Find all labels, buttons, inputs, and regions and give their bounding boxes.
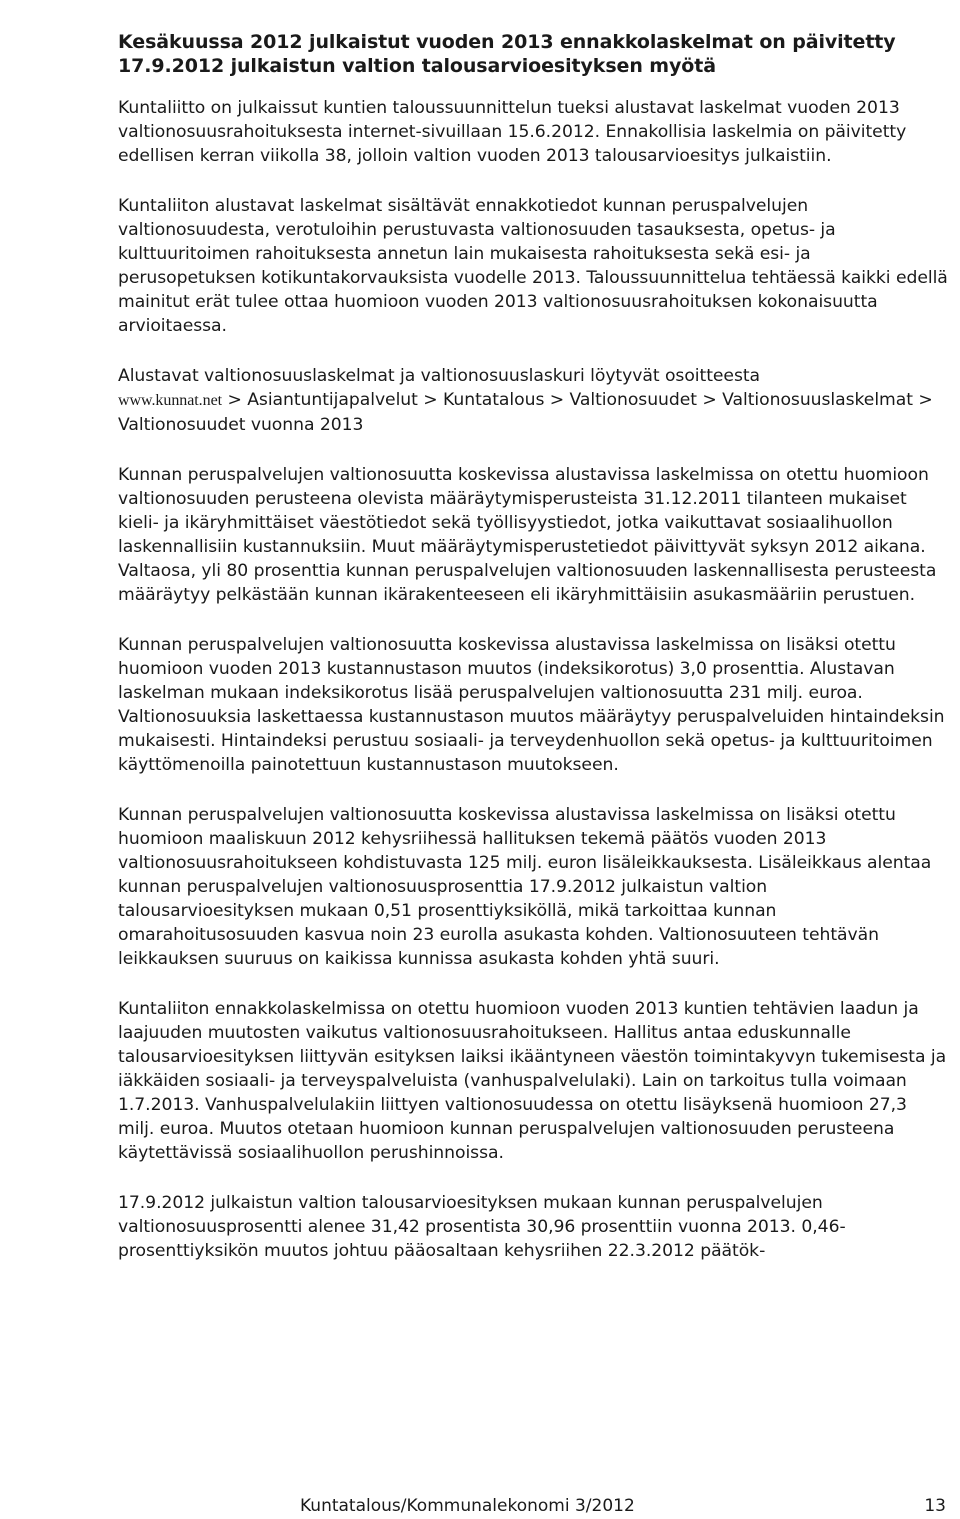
- paragraph-link-location: [118, 364, 948, 437]
- kunnat-net-link[interactable]: www.kunnat.net: [118, 392, 223, 409]
- document-page: [118, 30, 948, 1289]
- link-intro-text: Alustavat valtionosuuslaskelmat ja valtionosuuslaskuri löytyvät osoitteesta: [118, 366, 761, 386]
- paragraph-contents: Kuntaliiton alustavat laskelmat sisältävät ennakkotiedot kunnan peruspalvelujen valtionosuudesta, verotuloihin perustuvasta valtionosuuden tasauksesta, opetus- ja kulttuuritoimen rahoituksesta annetun lain mukaisesta rahoituksesta sekä esi- ja perusopetuksen kotikuntakorvauksista vuodelle 2013. Taloussuunnittelua tehtäessä kaikki edellä mainitut erät tulee ottaa huomioon vuoden 2013 valtionosuusrahoituksen kokonaisuutta arvioitaessa.: [118, 196, 948, 336]
- footer-publication: Kuntatalous/Kommunalekonomi 3/2012: [300, 1496, 635, 1516]
- paragraph-percentage-change: 17.9.2012 julkaistun valtion talousarvioesityksen mukaan kunnan peruspalvelujen valtionosuusprosentti alenee 31,42 prosentista 30,96 prosenttiin vuonna 2013. 0,46-prosenttiyksikön muutos johtuu pääosaltaan kehysriihen 22.3.2012 päätök-: [118, 1193, 846, 1261]
- paragraph-index-increase: Kunnan peruspalvelujen valtionosuutta koskevissa alustavissa laskelmissa on lisäksi otettu huomioon vuoden 2013 kustannustason muutos (indeksikorotus) 3,0 prosenttia. Alustavan laskelman mukaan indeksikorotus lisää peruspalvelujen valtionosuutta 231 milj. euroa. Valtionosuuksia laskettaessa kustannustason muutos määräytyy peruspalveluiden hintaindeksin mukaisesti. Hintaindeksi perustuu sosiaali- ja terveydenhuollon sekä opetus- ja kulttuuritoimen käyttömenoilla painotettuun kustannustason muutokseen.: [118, 635, 945, 775]
- paragraph-elderly-services: Kuntaliiton ennakkolaskelmissa on otettu huomioon vuoden 2013 kuntien tehtävien laadun ja laajuuden muutosten vaikutus valtionosuusrahoitukseen. Hallitus antaa eduskunnalle talousarvioesityksen liittyvän esityksen laiksi ikääntyneen väestön toimintakyvyn tukemisesta ja iäkkäiden sosiaali- ja terveyspalveluista (vanhuspalvelulaki). Lain on tarkoitus tulla voimaan 1.7.2013. Vanhuspalvelulakiin liittyen valtionosuudessa on otettu lisäyksenä huomioon 27,3 milj. euroa. Muutos otetaan huomioon kunnan peruspalvelujen valtionosuuden perusteena käytettävissä sosiaalihuollon perushinnoissa.: [118, 999, 947, 1163]
- footer-page-number: 13: [924, 1496, 946, 1516]
- paragraph-cut: Kunnan peruspalvelujen valtionosuutta koskevissa alustavissa laskelmissa on lisäksi otettu huomioon maaliskuun 2012 kehysriihessä hallituksen tekemä päätös vuoden 2013 valtionosuusrahoitukseen kohdistuvasta 125 milj. euron lisäleikkauksesta. Lisäleikkaus alentaa kunnan peruspalvelujen valtionosuusprosenttia 17.9.2012 julkaistun valtion talousarvioesityksen mukaan 0,51 prosenttiyksiköllä, mikä tarkoittaa kunnan omarahoitusosuuden kasvua noin 23 eurolla asukasta kohden. Valtionosuuteen tehtävän leikkauksen suuruus on kaikissa kunnissa asukasta kohden yhtä suuri.: [118, 805, 932, 969]
- paragraph-intro: Kuntaliitto on julkaissut kuntien taloussuunnittelun tueksi alustavat laskelmat vuoden 2013 valtionosuusrahoituksesta internet-sivuillaan 15.6.2012. Ennakollisia laskelmia on päivitetty edellisen kerran viikolla 38, jolloin valtion vuoden 2013 talousarvioesitys julkaistiin.: [118, 98, 907, 166]
- link-breadcrumb-path: > Asiantuntijapalvelut > Kuntatalous > Valtionosuudet > Valtionosuuslaskelmat > Valtionosuudet vuonna 2013: [118, 390, 933, 435]
- paragraph-determinants: Kunnan peruspalvelujen valtionosuutta koskevissa alustavissa laskelmissa on otettu huomioon valtionosuuden perusteena olevista määräytymisperusteista 31.12.2011 tilanteen mukaiset kieli- ja ikäryhmittäiset väestötiedot sekä työllisyystiedot, jotka vaikuttavat sosiaalihuollon laskennallisiin kustannuksiin. Muut määräytymisperustetiedot päivittyvät syksyn 2012 aikana. Valtaosa, yli 80 prosenttia kunnan peruspalvelujen valtionosuuden laskennallisesta perusteesta määräytyy pelkästään kunnan ikärakenteeseen eli ikäryhmittäisiin asukasmääriin perustuen.: [118, 465, 937, 605]
- page-title: Kesäkuussa 2012 julkaistut vuoden 2013 ennakkolaskelmat on päivitetty 17.9.2012 julkaistun valtion talousarvioesityksen myötä: [118, 31, 896, 77]
